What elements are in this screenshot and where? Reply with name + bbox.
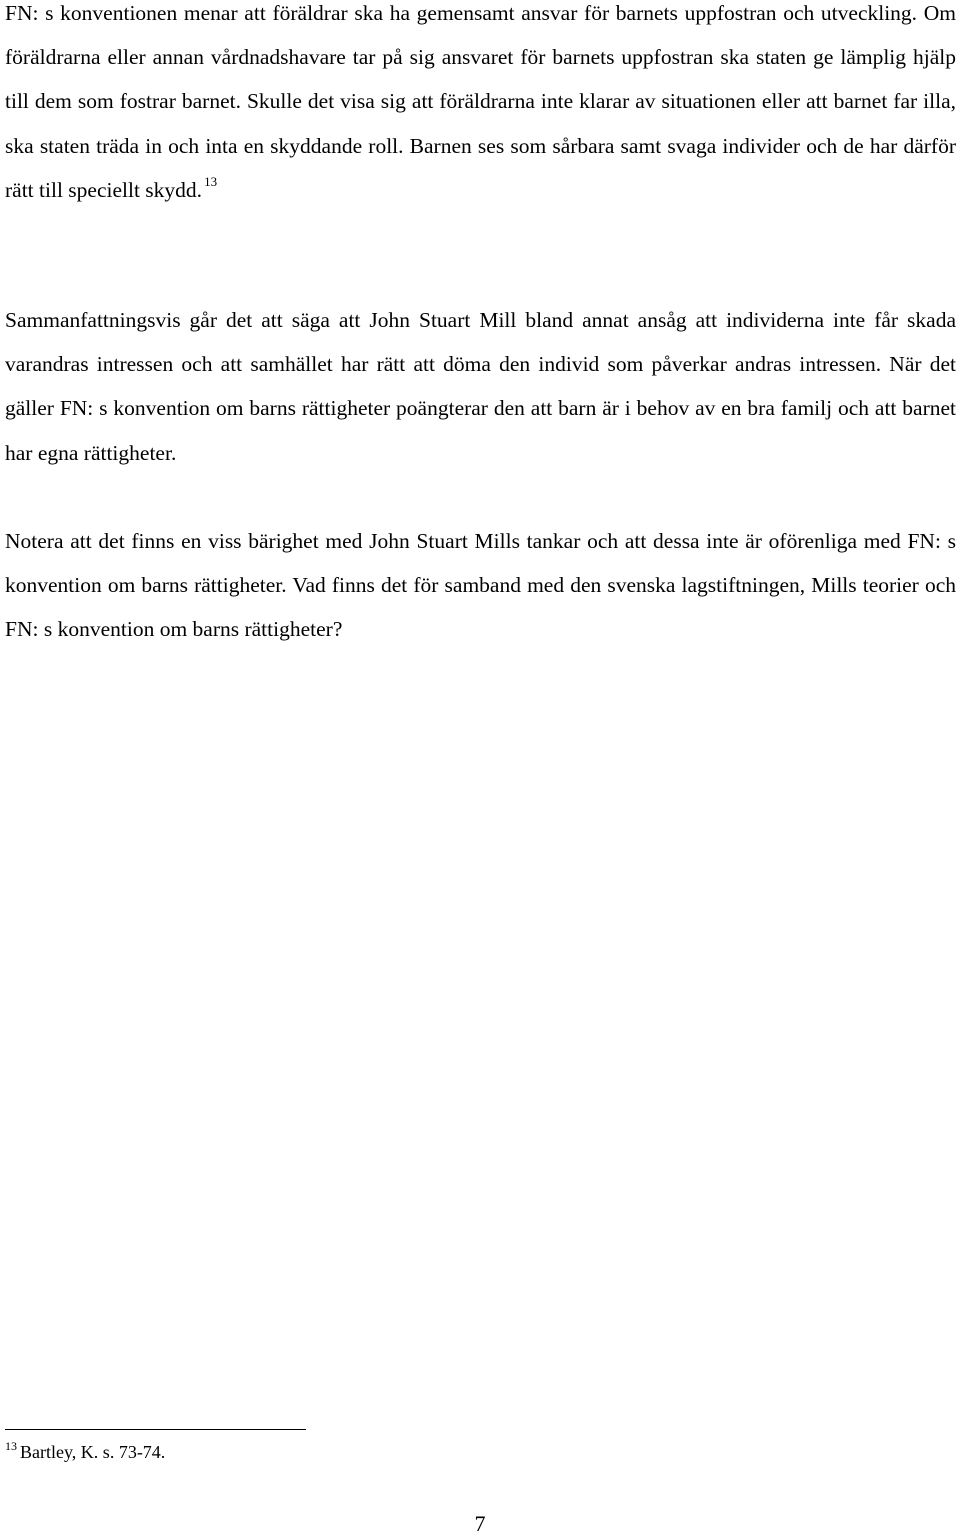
footnote (5, 1440, 165, 1464)
paragraph-2-text: Sammanfattningsvis går det att säga att John Stuart Mill bland annat ansåg att individerna inte får skada varandras intressen och att samhället har rätt att döma den individ som påverkar andras intressen. När det gäller FN: s konvention om barns rättigheter poängterar den att barn är i behov av en bra familj och att barnet har egna rättigheter. (5, 308, 956, 465)
paragraph-2 (5, 298, 956, 475)
paragraph-3 (5, 519, 956, 652)
footnote-number: 13 (5, 1439, 17, 1453)
page-number: 7 (474, 1511, 486, 1536)
footnote-separator (5, 1429, 306, 1430)
paragraph-3-text: Notera att det finns en viss bärighet med John Stuart Mills tankar och att dessa inte är oförenliga med FN: s konvention om barns rättigheter. Vad finns det för samband med den svenska lagstiftningen, Mills teorier och FN: s konvention om barns rättigheter? (5, 529, 956, 642)
paragraph-1 (5, 0, 956, 212)
paragraph-1-text: FN: s konventionen menar att föräldrar ska ha gemensamt ansvar för barnets uppfostran och utveckling. Om föräldrarna eller annan vårdnadshavare tar på sig ansvaret för barnets uppfostran ska staten ge lämplig hjälp till dem som fostrar barnet. Skulle det visa sig att föräldrarna inte klarar av situationen eller att barnet far illa, ska staten träda in och inta en skyddande roll. Barnen ses som sårbara samt svaga individer och de har därför rätt till speciellt skydd. (5, 1, 956, 202)
footnote-reference: 13 (204, 173, 218, 189)
footnote-text: Bartley, K. s. 73-74. (20, 1442, 166, 1462)
